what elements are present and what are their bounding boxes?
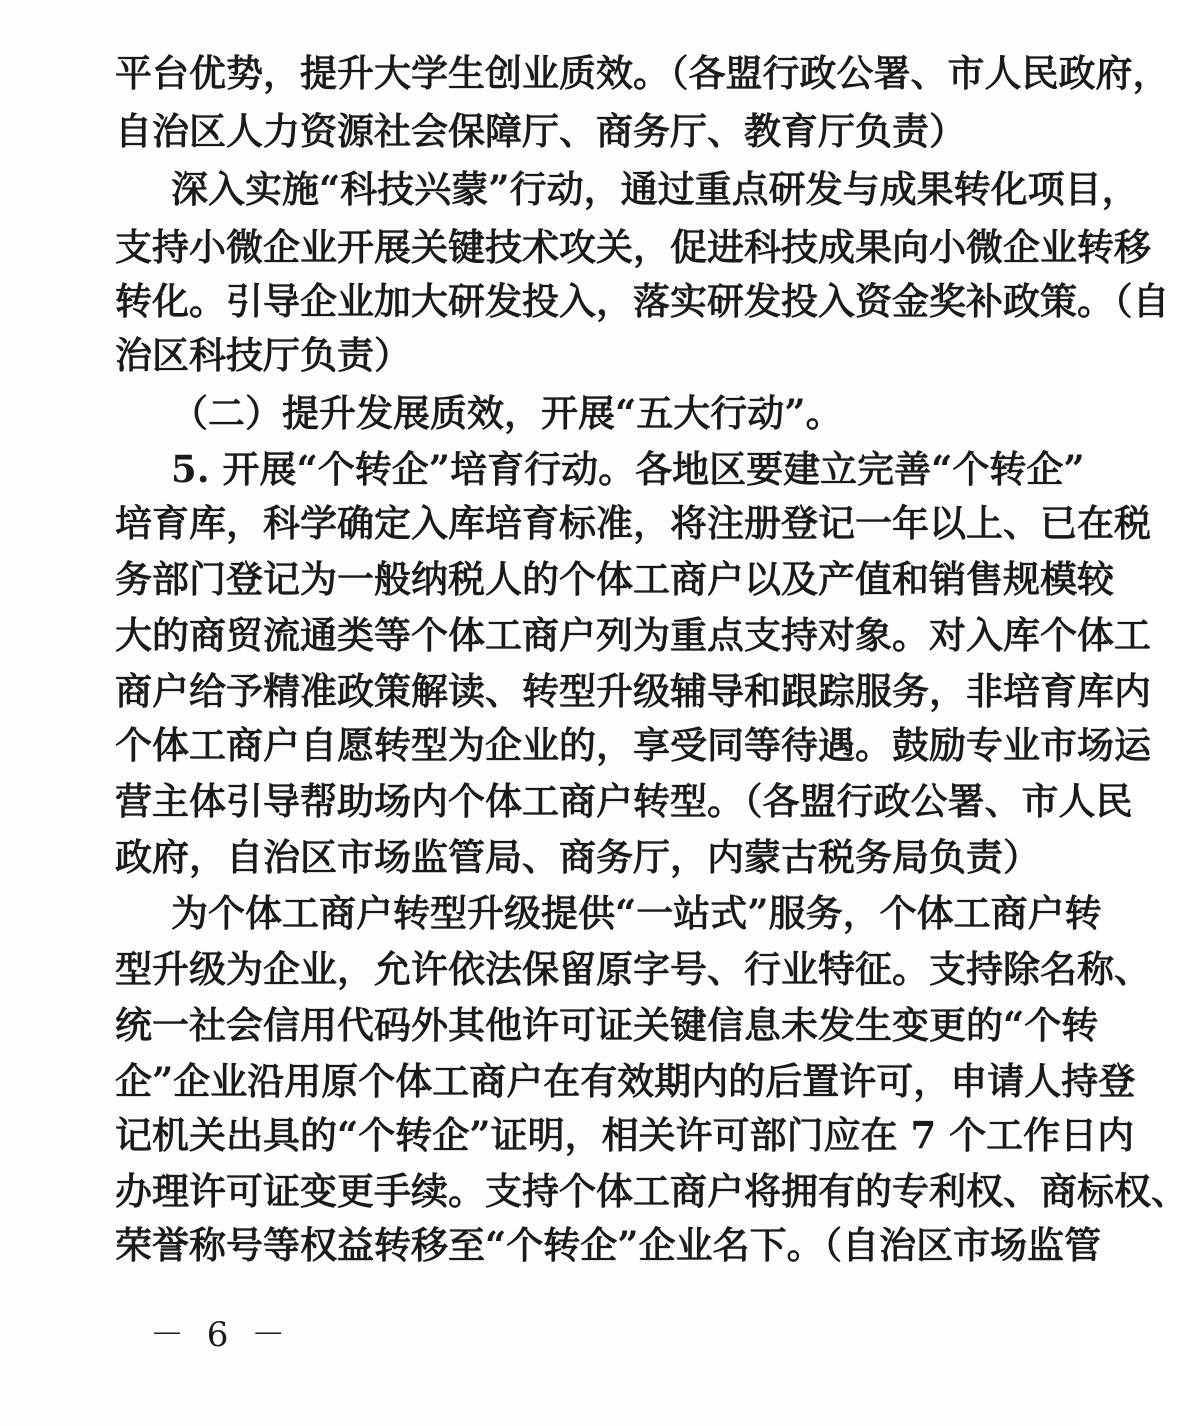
text-line-8: 5. 开展“个转企”培育行动。各地区要建立完善“个转企” xyxy=(171,447,1085,491)
text-line-3: 深入实施“科技兴蒙”行动，通过重点研发与成果转化项目， xyxy=(171,167,1139,211)
text-line-14: 营主体引导帮助场内个体工商户转型。（各盟行政公署、市人民 xyxy=(115,779,1133,823)
text-line-17: 型升级为企业，允许依法保留原字号、行业特征。支持除名称、 xyxy=(115,947,1151,991)
text-line-1: 平台优势，提升大学生创业质效。（各盟行政公署、市人民政府， xyxy=(115,51,1170,95)
text-line-12: 商户给予精准政策解读、转型升级辅导和跟踪服务，非培育库内 xyxy=(115,669,1151,713)
text-line-10: 务部门登记为一般纳税人的个体工商户以及产值和销售规模较 xyxy=(115,557,1114,601)
text-line-15: 政府，自治区市场监管局、商务厅，内蒙古税务局负责） xyxy=(115,835,1040,879)
text-line-22: 荣誉称号等权益转移至“个转企”企业名下。（自治区市场监管 xyxy=(115,1223,1102,1267)
text-line-2: 自治区人力资源社会保障厅、商务厅、教育厅负责） xyxy=(115,109,966,153)
text-line-19: 企”企业沿用原个体工商户在有效期内的后置许可，申请人持登 xyxy=(115,1059,1136,1103)
page-number: － 6 － xyxy=(150,1315,292,1355)
text-line-13: 个体工商户自愿转型为企业的，享受同等待遇。鼓励专业市场运 xyxy=(115,723,1151,767)
text-line-4: 支持小微企业开展关键技术攻关，促进科技成果向小微企业转移 xyxy=(115,225,1151,269)
text-line-21: 办理许可证变更手续。支持个体工商户将拥有的专利权、商标权、 xyxy=(115,1169,1188,1213)
text-line-9: 培育库，科学确定入库培育标准，将注册登记一年以上、已在税 xyxy=(115,501,1151,545)
text-line-18: 统一社会信用代码外其他许可证关键信息未发生变更的“个转 xyxy=(115,1003,1099,1047)
text-line-11: 大的商贸流通类等个体工商户列为重点支持对象。对入库个体工 xyxy=(115,613,1151,657)
text-line-16: 为个体工商户转型升级提供“一站式”服务，个体工商户转 xyxy=(171,891,1102,935)
text-line-20: 记机关出具的“个转企”证明，相关许可部门应在 7 个工作日内 xyxy=(115,1113,1135,1157)
text-line-5: 转化。引导企业加大研发投入，落实研发投入资金奖补政策。（自 xyxy=(115,279,1170,323)
section-heading: （二）提升发展质效，开展“五大行动”。 xyxy=(171,391,843,435)
text-line-6: 治区科技厅负责） xyxy=(115,333,411,377)
